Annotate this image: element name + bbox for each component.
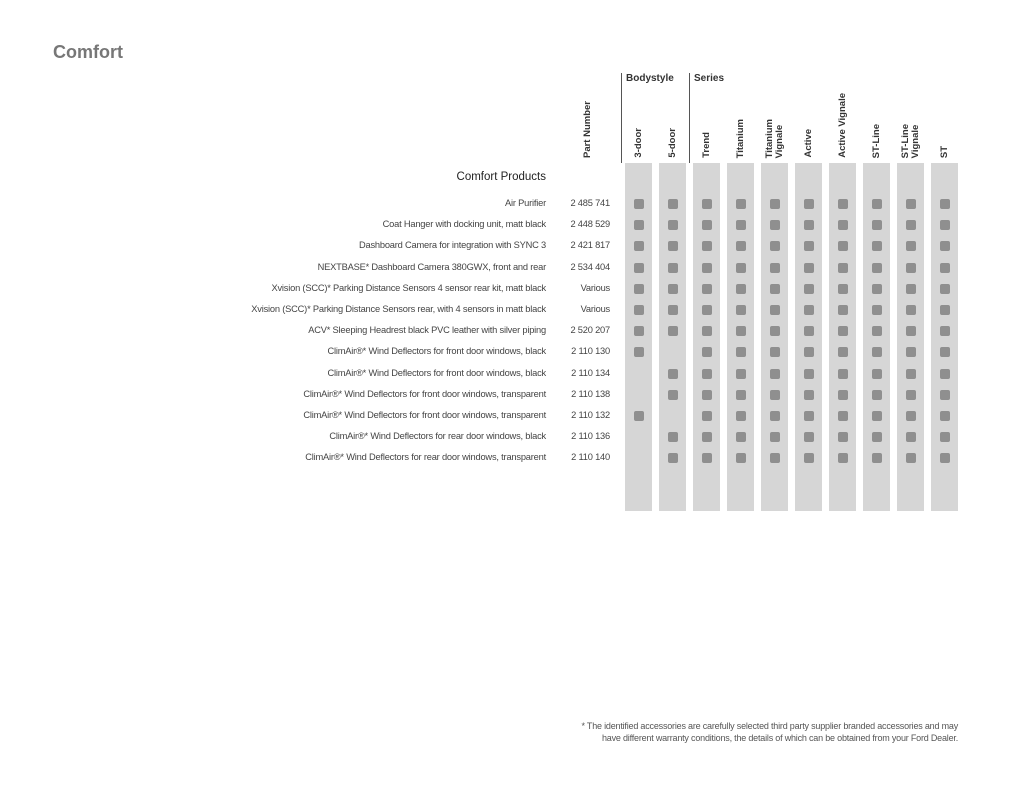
part-number: 2 421 817 (570, 240, 610, 251)
product-name: ClimAir®* Wind Deflectors for front door windows, black (327, 346, 546, 357)
column-header (727, 119, 754, 158)
availability-marker (906, 326, 916, 336)
availability-marker (838, 347, 848, 357)
availability-marker (770, 453, 780, 463)
part-number: 2 485 741 (570, 198, 610, 208)
availability-marker (940, 199, 950, 209)
availability-marker (804, 263, 814, 273)
availability-marker (804, 284, 814, 294)
availability-marker (634, 326, 644, 336)
section-title: Comfort Products (456, 171, 546, 183)
availability-marker (838, 263, 848, 273)
product-name: Xvision (SCC)* Parking Distance Sensors 4 sensor rear kit, matt black (271, 282, 546, 293)
availability-marker (702, 453, 712, 463)
column-header-label: Active (802, 129, 814, 158)
availability-marker (668, 432, 678, 442)
availability-marker (770, 220, 780, 230)
part-number-header: Part Number (581, 100, 593, 158)
availability-marker (668, 326, 678, 336)
part-number: Various (580, 282, 610, 293)
column-header (625, 128, 652, 158)
table-row (0, 364, 1020, 385)
availability-marker (804, 220, 814, 230)
product-name: ClimAir®* Wind Deflectors for front door windows, black (327, 367, 546, 378)
product-name: ClimAir®* Wind Deflectors for front door windows, transparent (303, 410, 546, 420)
part-number: 2 520 207 (570, 325, 610, 336)
product-name: Xvision (SCC)* Parking Distance Sensors rear, with 4 sensors in matt black (251, 304, 546, 314)
footnote-line-2: have different warranty conditions, the details of which can be obtained from your Ford Dealer. (601, 733, 958, 743)
availability-marker (770, 263, 780, 273)
availability-marker (668, 263, 678, 273)
column-header-label: 5-door (666, 128, 678, 158)
availability-marker (906, 347, 916, 357)
availability-marker (838, 369, 848, 379)
availability-marker (770, 241, 780, 251)
column-header (795, 129, 822, 158)
availability-marker (702, 390, 712, 400)
availability-marker (804, 241, 814, 251)
availability-marker (906, 390, 916, 400)
availability-marker (702, 369, 712, 379)
availability-marker (736, 347, 746, 357)
availability-marker (770, 432, 780, 442)
table-row (0, 236, 1020, 257)
table-row (0, 258, 1020, 279)
availability-marker (668, 369, 678, 379)
availability-marker (906, 411, 916, 421)
column-header-label: ST (938, 145, 950, 158)
product-name: NEXTBASE* Dashboard Camera 380GWX, front and rear (317, 261, 546, 272)
availability-marker (736, 390, 746, 400)
availability-marker (906, 241, 916, 251)
availability-marker (770, 390, 780, 400)
availability-marker (838, 326, 848, 336)
availability-marker (668, 453, 678, 463)
availability-marker (804, 453, 814, 463)
column-header-label: Titanium Vignale (763, 118, 785, 158)
table-row (0, 215, 1020, 236)
availability-marker (736, 369, 746, 379)
product-name: Coat Hanger with docking unit, matt black (382, 219, 546, 230)
availability-marker (940, 284, 950, 294)
table-row (0, 406, 1020, 427)
availability-marker (940, 241, 950, 251)
availability-marker (702, 284, 712, 294)
part-number: 2 448 529 (570, 219, 610, 230)
footnote-line-1: * The identified accessories are carefully selected third party supplier branded accessories and may (581, 721, 958, 731)
availability-marker (770, 411, 780, 421)
availability-marker (736, 453, 746, 463)
availability-marker (940, 220, 950, 230)
availability-marker (872, 369, 882, 379)
availability-marker (804, 199, 814, 209)
series-group-header: Series (689, 73, 724, 163)
availability-marker (838, 284, 848, 294)
availability-marker (736, 411, 746, 421)
availability-marker (634, 305, 644, 315)
availability-marker (668, 284, 678, 294)
part-number: 2 110 132 (571, 410, 610, 420)
availability-marker (872, 199, 882, 209)
part-number: 2 110 138 (571, 388, 610, 399)
table-row (0, 342, 1020, 363)
availability-marker (804, 326, 814, 336)
part-number: 2 110 136 (571, 431, 610, 442)
availability-marker (702, 432, 712, 442)
column-header (897, 124, 924, 158)
availability-marker (872, 326, 882, 336)
column-header (829, 93, 856, 158)
part-number: Various (580, 304, 610, 314)
availability-marker (804, 347, 814, 357)
availability-marker (940, 347, 950, 357)
availability-marker (940, 453, 950, 463)
availability-marker (804, 411, 814, 421)
availability-marker (736, 263, 746, 273)
availability-marker (668, 390, 678, 400)
availability-marker (872, 305, 882, 315)
availability-marker (736, 284, 746, 294)
availability-marker (906, 369, 916, 379)
availability-marker (804, 305, 814, 315)
availability-marker (770, 369, 780, 379)
availability-marker (804, 369, 814, 379)
availability-marker (668, 241, 678, 251)
availability-marker (838, 220, 848, 230)
part-number: 2 534 404 (570, 261, 610, 272)
availability-marker (736, 241, 746, 251)
availability-marker (668, 199, 678, 209)
column-header (863, 124, 890, 158)
column-header-label: Titanium (734, 118, 746, 158)
column-header (761, 119, 788, 158)
availability-marker (906, 432, 916, 442)
availability-marker (940, 263, 950, 273)
availability-marker (736, 305, 746, 315)
column-header-label: Trend (700, 132, 712, 158)
availability-marker (906, 199, 916, 209)
availability-marker (940, 411, 950, 421)
availability-marker (838, 453, 848, 463)
availability-marker (838, 199, 848, 209)
availability-marker (838, 390, 848, 400)
availability-marker (906, 220, 916, 230)
availability-marker (940, 369, 950, 379)
availability-marker (872, 347, 882, 357)
availability-marker (770, 347, 780, 357)
availability-marker (736, 432, 746, 442)
availability-marker (906, 284, 916, 294)
availability-marker (702, 199, 712, 209)
column-header-label: 3-door (632, 128, 644, 158)
availability-marker (702, 411, 712, 421)
availability-marker (940, 305, 950, 315)
availability-marker (804, 432, 814, 442)
table-row (0, 300, 1020, 321)
availability-marker (804, 390, 814, 400)
availability-marker (872, 220, 882, 230)
availability-marker (872, 284, 882, 294)
product-name: Air Purifier (505, 198, 546, 208)
column-header-label: ST-Line Vignale (899, 123, 921, 158)
availability-marker (906, 453, 916, 463)
availability-marker (872, 411, 882, 421)
part-number: 2 110 134 (571, 367, 610, 378)
availability-marker (872, 390, 882, 400)
availability-marker (668, 220, 678, 230)
availability-marker (872, 263, 882, 273)
availability-marker (872, 432, 882, 442)
product-name: ACV* Sleeping Headrest black PVC leather with silver piping (308, 325, 546, 336)
product-name: Dashboard Camera for integration with SYNC 3 (358, 240, 546, 251)
availability-marker (634, 347, 644, 357)
availability-marker (906, 305, 916, 315)
table-row (0, 279, 1020, 300)
availability-marker (838, 432, 848, 442)
availability-marker (634, 411, 644, 421)
availability-marker (634, 220, 644, 230)
table-row (0, 448, 1020, 469)
product-name: ClimAir®* Wind Deflectors for front door windows, transparent (303, 388, 546, 399)
availability-marker (634, 199, 644, 209)
part-number: 2 110 130 (571, 346, 610, 357)
availability-marker (702, 241, 712, 251)
product-name: ClimAir®* Wind Deflectors for rear door windows, black (329, 431, 546, 442)
availability-marker (770, 199, 780, 209)
footnote (538, 720, 958, 744)
column-header (931, 146, 958, 158)
bodystyle-group-header: Bodystyle (621, 73, 674, 163)
column-header (693, 132, 720, 158)
table-row (0, 194, 1020, 215)
availability-marker (634, 263, 644, 273)
availability-marker (702, 326, 712, 336)
availability-marker (838, 305, 848, 315)
availability-marker (838, 241, 848, 251)
column-header (659, 128, 686, 158)
availability-marker (940, 326, 950, 336)
table-row (0, 385, 1020, 406)
page-title: Comfort (53, 42, 123, 62)
availability-marker (940, 390, 950, 400)
availability-marker (736, 326, 746, 336)
product-name: ClimAir®* Wind Deflectors for rear door windows, transparent (305, 452, 546, 463)
availability-marker (736, 220, 746, 230)
part-number: 2 110 140 (571, 452, 610, 463)
table-row (0, 427, 1020, 448)
availability-marker (838, 411, 848, 421)
column-header-label: ST-Line (870, 123, 882, 158)
availability-marker (940, 432, 950, 442)
column-header-label: Active Vignale (836, 93, 848, 158)
availability-marker (770, 305, 780, 315)
availability-marker (702, 263, 712, 273)
availability-marker (634, 241, 644, 251)
availability-marker (702, 220, 712, 230)
availability-marker (702, 305, 712, 315)
availability-marker (872, 453, 882, 463)
availability-marker (872, 241, 882, 251)
table-row (0, 321, 1020, 342)
availability-marker (770, 284, 780, 294)
availability-marker (634, 284, 644, 294)
availability-marker (906, 263, 916, 273)
availability-marker (736, 199, 746, 209)
availability-marker (770, 326, 780, 336)
availability-marker (668, 305, 678, 315)
availability-marker (702, 347, 712, 357)
